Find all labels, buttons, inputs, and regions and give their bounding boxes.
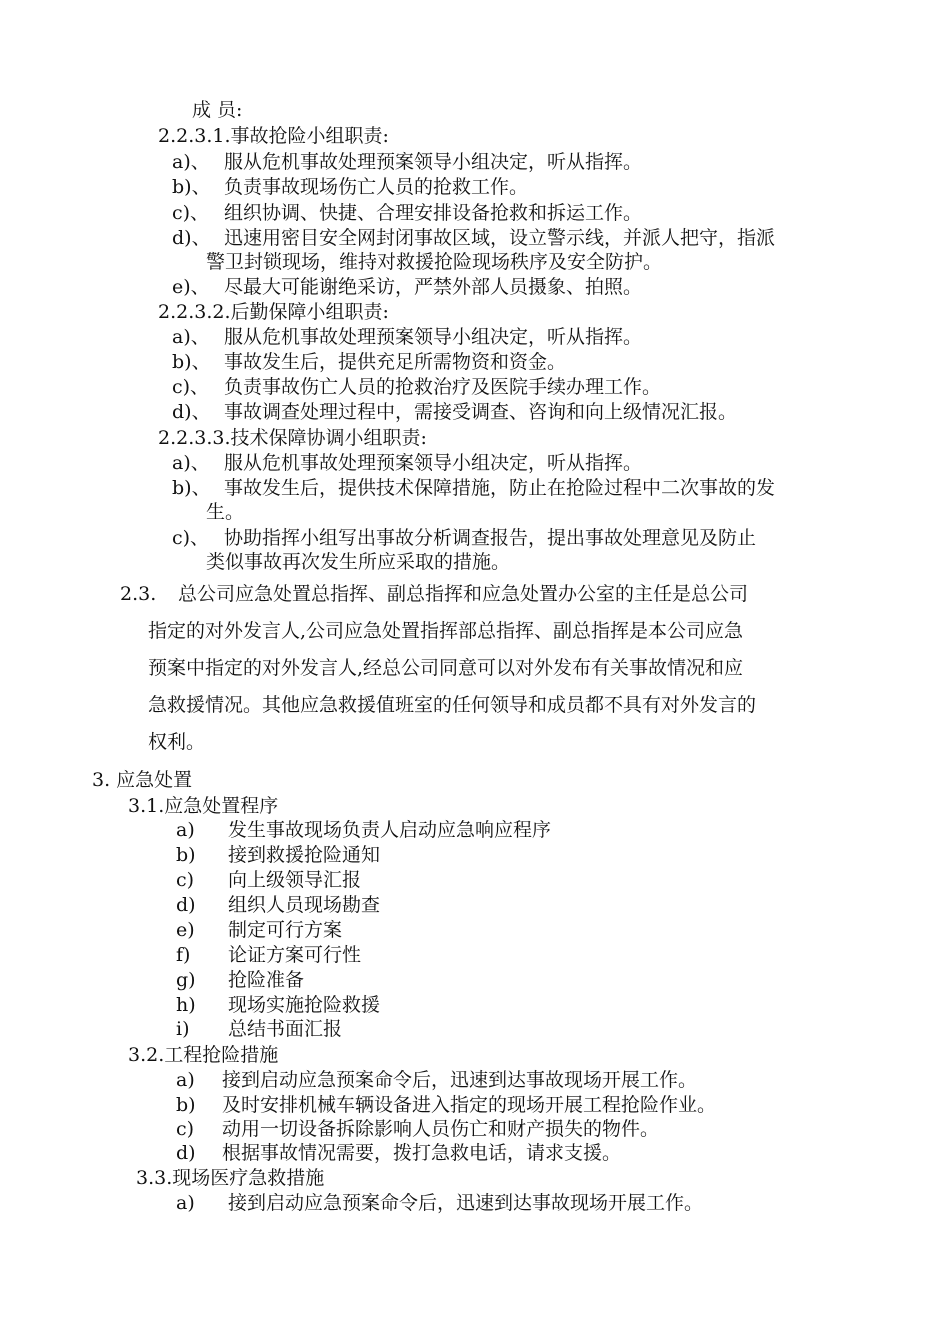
section-3-3-heading: 3.3.现场医疗急救措施	[136, 1167, 325, 1189]
list-item	[172, 175, 528, 199]
item-label: g)	[176, 969, 196, 991]
item-label: d)	[176, 1142, 196, 1164]
list-item	[176, 1117, 659, 1141]
list-item	[172, 400, 737, 424]
item-text: 抢险准备	[228, 969, 305, 991]
item-label: c)、	[172, 202, 210, 224]
item-text: 现场实施抢险救援	[228, 994, 381, 1016]
paragraph-line: 急救援情况。其他应急救援值班室的任何领导和成员都不具有对外发言的	[148, 694, 757, 716]
item-text: 总结书面汇报	[228, 1018, 343, 1040]
item-text: 负责事故现场伤亡人员的抢救工作。	[224, 176, 529, 198]
item-continuation: 警卫封锁现场，维持对救援抢险现场秩序及安全防护。	[206, 251, 663, 273]
item-text: 论证方案可行性	[228, 944, 362, 966]
section-3-1-heading: 3.1.应急处置程序	[128, 795, 279, 817]
list-item	[176, 1141, 621, 1165]
section-2-3-number: 2.3.	[120, 583, 157, 605]
item-label: d)	[176, 894, 196, 916]
list-item	[172, 201, 642, 225]
list-item	[172, 451, 642, 475]
item-text: 迅速用密目安全网封闭事故区域，设立警示线，并派人把守，指派	[224, 227, 776, 249]
item-label: c)、	[172, 527, 210, 549]
item-continuation: 生。	[206, 501, 245, 523]
item-text: 组织协调、快捷、合理安排设备抢救和拆运工作。	[224, 202, 643, 224]
list-item	[172, 275, 642, 299]
paragraph-line: 指定的对外发言人,公司应急处置指挥部总指挥、副总指挥是本公司应急	[148, 620, 744, 642]
list-item	[176, 1017, 342, 1041]
paragraph-line: 总公司应急处置总指挥、副总指挥和应急处置办公室的主任是总公司	[178, 583, 749, 605]
item-text: 制定可行方案	[228, 919, 343, 941]
list-item	[172, 226, 775, 250]
list-item	[172, 526, 756, 550]
section-3-heading: 3. 应急处置	[92, 769, 193, 791]
members-label: 成 员:	[192, 99, 243, 121]
item-label: d)、	[172, 227, 211, 249]
item-text: 协助指挥小组写出事故分析调查报告，提出事故处理意见及防止	[224, 527, 757, 549]
section-2-2-3-3-heading: 2.2.3.3.技术保障协调小组职责:	[158, 427, 427, 449]
section-3-2-heading: 3.2.工程抢险措施	[128, 1044, 279, 1066]
item-text: 动用一切设备拆除影响人员伤亡和财产损失的物件。	[222, 1118, 660, 1140]
list-item	[176, 993, 380, 1017]
item-text: 事故发生后，提供技术保障措施，防止在抢险过程中二次事故的发	[224, 477, 776, 499]
paragraph-line: 权利。	[148, 731, 206, 753]
item-text: 尽最大可能谢绝采访，严禁外部人员摄象、拍照。	[224, 276, 643, 298]
item-text: 发生事故现场负责人启动应急响应程序	[228, 819, 552, 841]
paragraph-line: 预案中指定的对外发言人,经总公司同意可以对外发布有关事故情况和应	[148, 657, 744, 679]
item-label: f)	[176, 944, 191, 966]
list-item	[176, 893, 380, 917]
list-item	[176, 968, 304, 992]
item-label: a)、	[172, 326, 210, 348]
item-label: b)、	[172, 176, 211, 198]
list-item	[176, 843, 380, 867]
list-item	[172, 375, 661, 399]
item-text: 根据事故情况需要，拨打急救电话，请求支援。	[222, 1142, 622, 1164]
list-item	[172, 150, 642, 174]
list-item	[176, 1068, 697, 1092]
item-text: 接到启动应急预案命令后，迅速到达事故现场开展工作。	[222, 1069, 698, 1091]
item-label: c)、	[172, 376, 210, 398]
item-label: h)	[176, 994, 196, 1016]
item-text: 事故调查处理过程中，需接受调查、咨询和向上级情况汇报。	[224, 401, 738, 423]
item-label: e)	[176, 919, 195, 941]
list-item	[176, 1093, 716, 1117]
item-text: 服从危机事故处理预案领导小组决定，听从指挥。	[224, 452, 643, 474]
item-label: b)	[176, 1094, 196, 1116]
list-item	[176, 868, 361, 892]
item-label: c)	[176, 869, 195, 891]
item-label: i)	[176, 1018, 190, 1040]
item-label: b)	[176, 844, 196, 866]
item-label: a)、	[172, 452, 210, 474]
item-label: b)、	[172, 477, 211, 499]
item-text: 服从危机事故处理预案领导小组决定，听从指挥。	[224, 151, 643, 173]
section-2-2-3-2-heading: 2.2.3.2.后勤保障小组职责:	[158, 301, 389, 323]
item-continuation: 类似事故再次发生所应采取的措施。	[206, 551, 511, 573]
section-2-2-3-1-heading: 2.2.3.1.事故抢险小组职责:	[158, 125, 389, 147]
item-label: a)	[176, 819, 195, 841]
list-item	[176, 918, 342, 942]
item-text: 及时安排机械车辆设备进入指定的现场开展工程抢险作业。	[222, 1094, 717, 1116]
item-text: 向上级领导汇报	[228, 869, 362, 891]
item-text: 组织人员现场勘查	[228, 894, 381, 916]
item-text: 服从危机事故处理预案领导小组决定，听从指挥。	[224, 326, 643, 348]
item-label: a)	[176, 1192, 195, 1214]
item-text: 接到救援抢险通知	[228, 844, 381, 866]
list-item	[176, 943, 361, 967]
list-item	[172, 476, 775, 500]
item-label: e)、	[172, 276, 210, 298]
item-label: c)	[176, 1118, 195, 1140]
item-label: b)、	[172, 351, 211, 373]
item-label: d)、	[172, 401, 211, 423]
item-text: 负责事故伤亡人员的抢救治疗及医院手续办理工作。	[224, 376, 662, 398]
item-text: 事故发生后，提供充足所需物资和资金。	[224, 351, 567, 373]
item-label: a)、	[172, 151, 210, 173]
list-item	[172, 350, 566, 374]
list-item	[176, 818, 551, 842]
list-item	[172, 325, 642, 349]
item-label: a)	[176, 1069, 195, 1091]
item-text: 接到启动应急预案命令后，迅速到达事故现场开展工作。	[228, 1192, 704, 1214]
list-item	[176, 1191, 703, 1215]
